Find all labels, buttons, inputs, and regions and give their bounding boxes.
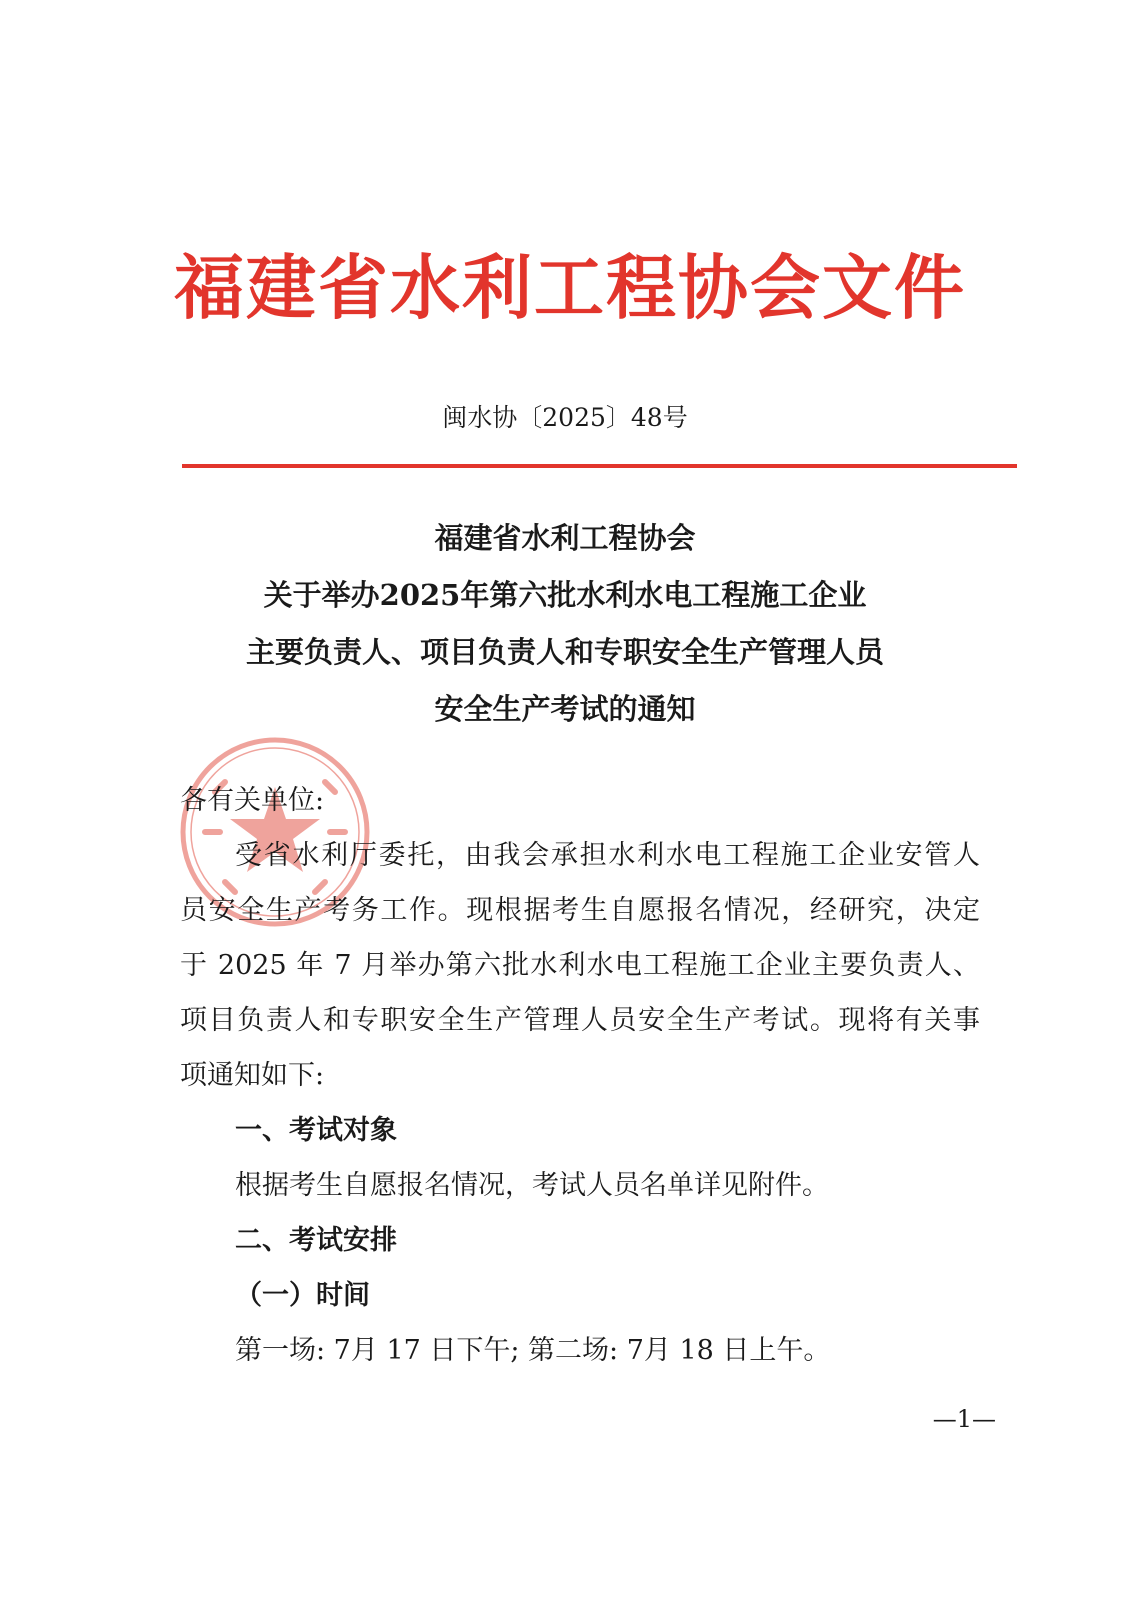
document-masthead: 福建省水利工程协会文件 [174,247,966,329]
paragraph-line-1: 受省水利厅委托，由我会承担水利水电工程施工企业安管人 [235,840,980,871]
subsection-1-heading: （一）时间 [235,1280,370,1311]
document-number: 闽水协〔2025〕48号 [442,403,688,432]
paragraph-line-3: 于 2025 年 7 月举办第六批水利水电工程施工企业主要负责人、 [180,950,980,981]
notice-title [0,510,1130,738]
title-line-2: 关于举办2025年第六批水利水电工程施工企业 [263,578,867,612]
red-divider-rule [182,464,1017,468]
page-number: —1— [932,1405,996,1433]
title-line-1: 福建省水利工程协会 [434,521,696,555]
notice-body [180,773,980,1378]
paragraph-line-4: 项目负责人和专职安全生产管理人员安全生产考试。现将有关事 [180,1005,980,1036]
title-line-3: 主要负责人、项目负责人和专职安全生产管理人员 [245,635,884,669]
section-1-heading: 一、考试对象 [235,1115,397,1146]
title-line-4: 安全生产考试的通知 [434,692,696,726]
section-1-text: 根据考生自愿报名情况，考试人员名单详见附件。 [235,1170,829,1201]
paragraph-line-5: 项通知如下: [180,1060,325,1091]
paragraph-line-2: 员安全生产考务工作。现根据考生自愿报名情况，经研究，决定 [180,895,980,926]
section-2-heading: 二、考试安排 [235,1225,397,1256]
salutation: 各有关单位: [180,785,325,816]
subsection-1-text: 第一场: 7月 17 日下午; 第二场: 7月 18 日上午。 [235,1335,831,1366]
